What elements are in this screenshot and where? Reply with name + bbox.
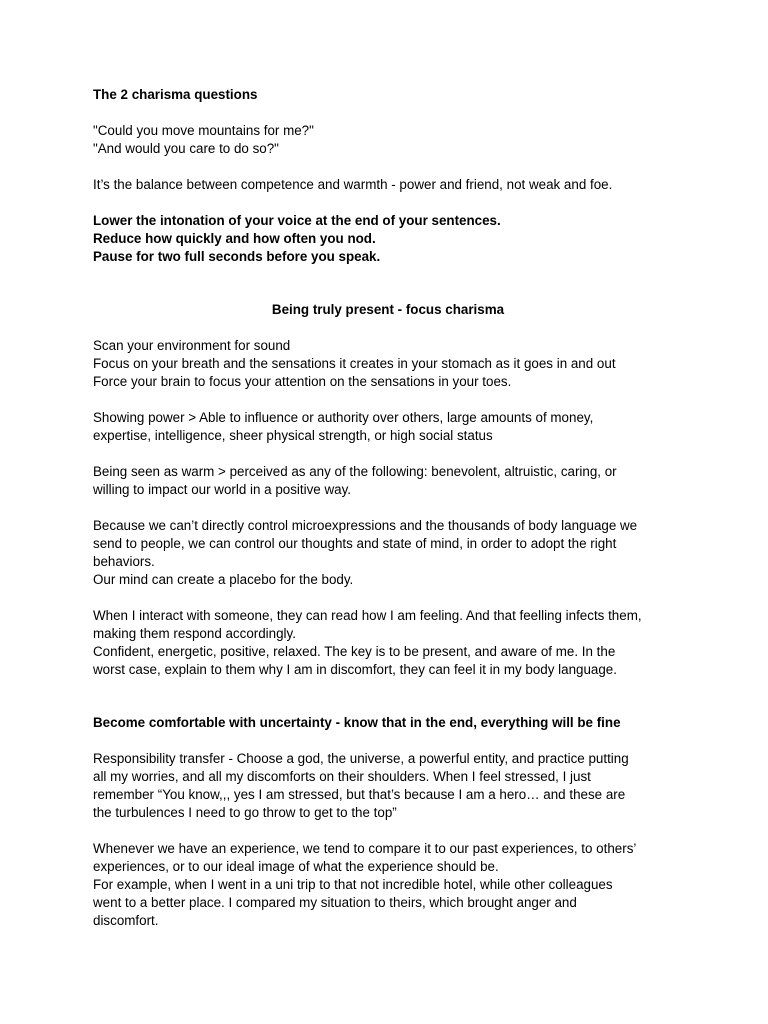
compare-paragraph-line: For example, when I went in a uni trip to that not incredible hotel, while other colleagues — [93, 877, 613, 892]
warm-paragraph-line: willing to impact our world in a positive way. — [93, 482, 351, 497]
control-paragraph-line: send to people, we can control our thoughts and state of mind, in order to adopt the right — [93, 536, 617, 551]
section-heading-uncertainty: Become comfortable with uncertainty - know that in the end, everything will be fine — [93, 715, 621, 730]
transfer-paragraph-line: all my worries, and all my discomforts on their shoulders. When I feel stressed, I just — [93, 769, 591, 784]
interact-paragraph-line: When I interact with someone, they can read how I am feeling. And that feelling infects them, — [93, 608, 642, 623]
spacer — [93, 499, 683, 517]
question-line: "And would you care to do so?" — [93, 141, 279, 156]
compare-paragraph-line: went to a better place. I compared my situation to theirs, which brought anger and — [93, 895, 577, 910]
spacer — [93, 445, 683, 463]
spacer — [93, 194, 683, 212]
spacer — [93, 822, 683, 840]
transfer-paragraph-line: the turbulences I need to go throw to get to the top” — [93, 805, 397, 820]
spacer — [93, 104, 683, 122]
exercise-line: Force your brain to focus your attention on the sensations in your toes. — [93, 374, 512, 389]
control-paragraph-line: Because we can’t directly control microexpressions and the thousands of body language we — [93, 518, 638, 533]
warm-paragraph-line: Being seen as warm > perceived as any of the following: benevolent, altruistic, caring, or — [93, 464, 617, 479]
question-line: "Could you move mountains for me?" — [93, 123, 314, 138]
transfer-paragraph-line: Responsibility transfer - Choose a god, the universe, a powerful entity, and practice putting — [93, 751, 629, 766]
transfer-paragraph-line: remember “You know,,, yes I am stressed, but that’s because I am a hero… and these are — [93, 787, 626, 802]
control-paragraph-line: Our mind can create a placebo for the body. — [93, 572, 354, 587]
interact-paragraph-line: worst case, explain to them why I am in discomfort, they can feel it in my body language. — [93, 662, 617, 677]
compare-paragraph-line: discomfort. — [93, 913, 159, 928]
tip-line: Pause for two full seconds before you speak. — [93, 249, 381, 264]
spacer — [93, 319, 683, 337]
spacer — [93, 391, 683, 409]
exercise-line: Focus on your breath and the sensations it creates in your stomach as it goes in and out — [93, 356, 616, 371]
spacer — [93, 589, 683, 607]
tip-line: Reduce how quickly and how often you nod. — [93, 231, 376, 246]
spacer — [93, 679, 683, 714]
spacer — [93, 732, 683, 750]
tip-line: Lower the intonation of your voice at the end of your sentences. — [93, 213, 501, 228]
compare-paragraph-line: Whenever we have an experience, we tend to compare it to our past experiences, to others’ — [93, 841, 637, 856]
power-paragraph-line: expertise, intelligence, sheer physical strength, or high social status — [93, 428, 493, 443]
section-heading-charisma-questions: The 2 charisma questions — [93, 87, 258, 102]
control-paragraph-line: behaviors. — [93, 554, 155, 569]
compare-paragraph-line: experiences, or to our ideal image of what the experience should be. — [93, 859, 499, 874]
document-page — [93, 86, 683, 930]
exercise-line: Scan your environment for sound — [93, 338, 291, 353]
spacer — [93, 158, 683, 176]
power-paragraph-line: Showing power > Able to influence or authority over others, large amounts of money, — [93, 410, 594, 425]
spacer — [93, 266, 683, 301]
section-heading-focus-charisma: Being truly present - focus charisma — [271, 302, 505, 317]
interact-paragraph-line: making them respond accordingly. — [93, 626, 296, 641]
balance-paragraph: It’s the balance between competence and warmth - power and friend, not weak and foe. — [93, 177, 613, 192]
interact-paragraph-line: Confident, energetic, positive, relaxed. The key is to be present, and aware of me. In the — [93, 644, 616, 659]
